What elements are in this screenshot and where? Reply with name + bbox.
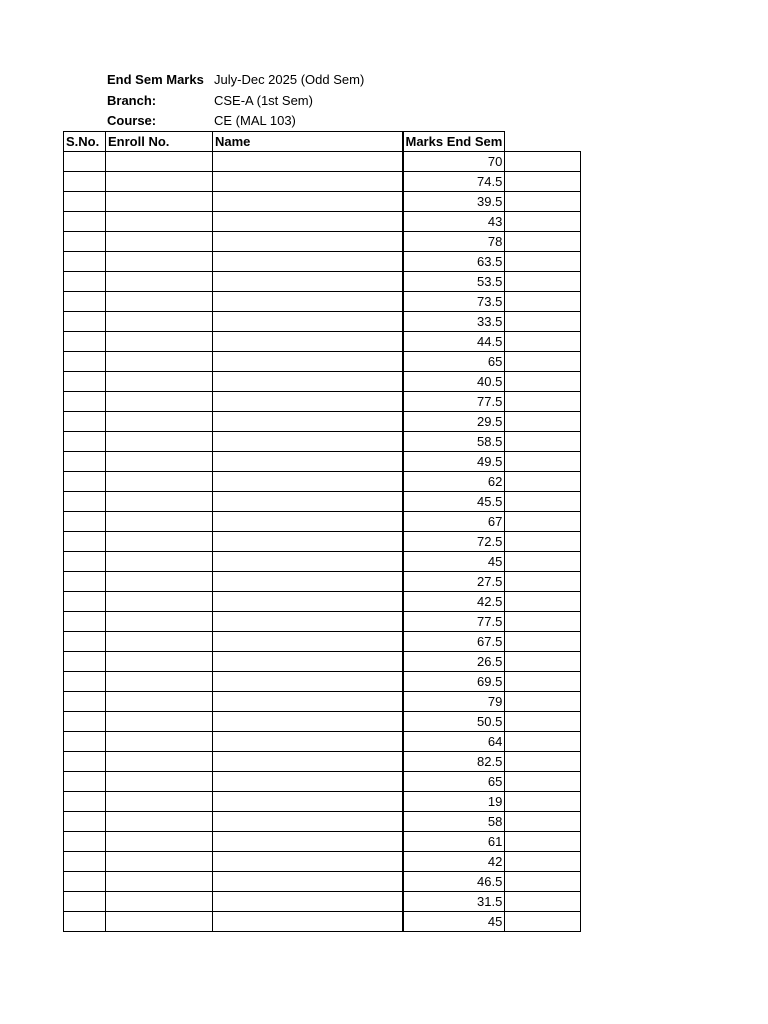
marks-cell: 58 [403,812,505,832]
extra-cell [505,472,581,492]
sno-cell [64,212,106,232]
table-row [64,252,581,272]
table-row [64,172,581,192]
name-cell [213,212,403,232]
extra-cell [505,332,581,352]
enroll-cell [106,412,213,432]
enroll-cell [106,572,213,592]
enroll-cell [106,592,213,612]
extra-cell [505,272,581,292]
marks-cell: 19 [403,792,505,812]
table-row [64,352,581,372]
name-cell [213,372,403,392]
extra-cell [505,752,581,772]
extra-cell [505,312,581,332]
table-row [64,652,581,672]
sno-cell [64,512,106,532]
table-row [64,792,581,812]
table-row [64,212,581,232]
extra-cell [505,512,581,532]
extra-cell [505,612,581,632]
marks-cell: 78 [403,232,505,252]
enroll-cell [106,152,213,172]
marks-cell: 77.5 [403,392,505,412]
course-value: CE (MAL 103) [214,113,296,128]
sno-cell [64,532,106,552]
sno-cell [64,612,106,632]
table-row [64,152,581,172]
enroll-cell [106,212,213,232]
enroll-cell [106,432,213,452]
sno-cell [64,752,106,772]
table-row [64,692,581,712]
column-header-marks: Marks End Sem [403,132,505,152]
name-cell [213,172,403,192]
name-cell [213,912,403,932]
column-header-enroll: Enroll No. [106,132,213,152]
table-row [64,572,581,592]
name-cell [213,452,403,472]
table-row [64,812,581,832]
sno-cell [64,672,106,692]
table-row [64,872,581,892]
name-cell [213,852,403,872]
enroll-cell [106,312,213,332]
name-cell [213,292,403,312]
marks-cell: 53.5 [403,272,505,292]
table-row [64,532,581,552]
sno-cell [64,572,106,592]
name-cell [213,432,403,452]
branch-label: Branch: [107,93,157,108]
extra-cell [505,432,581,452]
name-cell [213,612,403,632]
extra-cell [505,252,581,272]
name-cell [213,492,403,512]
sno-cell [64,392,106,412]
extra-cell [505,152,581,172]
marks-cell: 42.5 [403,592,505,612]
name-cell [213,192,403,212]
marks-cell: 45 [403,552,505,572]
sno-cell [64,152,106,172]
sno-cell [64,292,106,312]
table-row [64,592,581,612]
table-row [64,632,581,652]
marks-table [63,131,581,932]
enroll-cell [106,792,213,812]
table-row [64,712,581,732]
extra-cell [505,872,581,892]
table-row [64,452,581,472]
name-cell [213,752,403,772]
sno-cell [64,452,106,472]
marks-cell: 33.5 [403,312,505,332]
extra-cell [505,632,581,652]
name-cell [213,152,403,172]
enroll-cell [106,532,213,552]
marks-cell: 49.5 [403,452,505,472]
enroll-cell [106,392,213,412]
name-cell [213,532,403,552]
extra-cell [505,812,581,832]
name-cell [213,692,403,712]
sno-cell [64,312,106,332]
name-cell [213,812,403,832]
enroll-cell [106,832,213,852]
sno-cell [64,472,106,492]
sno-cell [64,872,106,892]
marks-cell: 67 [403,512,505,532]
extra-cell [505,652,581,672]
marks-cell: 69.5 [403,672,505,692]
marks-cell: 43 [403,212,505,232]
enroll-cell [106,192,213,212]
table-row [64,312,581,332]
marks-cell: 74.5 [403,172,505,192]
table-row [64,732,581,752]
table-row [64,852,581,872]
sno-cell [64,252,106,272]
enroll-cell [106,352,213,372]
enroll-cell [106,292,213,312]
enroll-cell [106,452,213,472]
branch-value: CSE-A (1st Sem) [214,93,313,108]
sno-cell [64,492,106,512]
extra-cell [505,852,581,872]
name-cell [213,632,403,652]
name-cell [213,412,403,432]
marks-cell: 62 [403,472,505,492]
table-row [64,292,581,312]
enroll-cell [106,512,213,532]
marks-cell: 39.5 [403,192,505,212]
extra-cell [505,692,581,712]
marks-cell: 61 [403,832,505,852]
marks-cell: 44.5 [403,332,505,352]
enroll-cell [106,652,213,672]
sno-cell [64,732,106,752]
sno-cell [64,352,106,372]
table-row [64,392,581,412]
extra-cell [505,532,581,552]
marks-cell: 65 [403,352,505,372]
table-row [64,552,581,572]
sno-cell [64,552,106,572]
name-cell [213,252,403,272]
enroll-cell [106,632,213,652]
marks-cell: 67.5 [403,632,505,652]
table-row [64,912,581,932]
table-row [64,192,581,212]
name-cell [213,832,403,852]
sno-cell [64,812,106,832]
marks-cell: 27.5 [403,572,505,592]
extra-cell [505,552,581,572]
extra-cell [505,912,581,932]
table-row [64,512,581,532]
marks-cell: 45.5 [403,492,505,512]
enroll-cell [106,692,213,712]
extra-cell [505,172,581,192]
name-cell [213,892,403,912]
table-row [64,672,581,692]
extra-cell [505,412,581,432]
marks-cell: 46.5 [403,872,505,892]
table-row [64,892,581,912]
extra-cell [505,592,581,612]
enroll-cell [106,252,213,272]
column-header-name: Name [213,132,403,152]
table-row [64,412,581,432]
sno-cell [64,852,106,872]
table-header-row [64,132,581,152]
name-cell [213,652,403,672]
enroll-cell [106,552,213,572]
marks-cell: 40.5 [403,372,505,392]
enroll-cell [106,812,213,832]
extra-cell [505,712,581,732]
marks-cell: 65 [403,772,505,792]
name-cell [213,472,403,492]
extra-cell [505,832,581,852]
sno-cell [64,832,106,852]
sno-cell [64,632,106,652]
table-row [64,232,581,252]
marks-cell: 63.5 [403,252,505,272]
name-cell [213,552,403,572]
sno-cell [64,272,106,292]
sno-cell [64,892,106,912]
extra-cell [505,772,581,792]
sno-cell [64,372,106,392]
enroll-cell [106,892,213,912]
table-row [64,772,581,792]
enroll-cell [106,712,213,732]
name-cell [213,392,403,412]
enroll-cell [106,372,213,392]
marks-cell: 77.5 [403,612,505,632]
table-row [64,272,581,292]
marks-cell: 29.5 [403,412,505,432]
name-cell [213,572,403,592]
name-cell [213,672,403,692]
marks-cell: 50.5 [403,712,505,732]
name-cell [213,772,403,792]
extra-cell [505,392,581,412]
extra-cell [505,732,581,752]
extra-cell [505,212,581,232]
sno-cell [64,912,106,932]
name-cell [213,712,403,732]
enroll-cell [106,172,213,192]
sno-cell [64,332,106,352]
enroll-cell [106,852,213,872]
sno-cell [64,652,106,672]
extra-cell [505,892,581,912]
extra-cell [505,572,581,592]
marks-cell: 58.5 [403,432,505,452]
name-cell [213,872,403,892]
extra-cell [505,352,581,372]
table-row [64,492,581,512]
marks-cell: 45 [403,912,505,932]
name-cell [213,232,403,252]
sno-cell [64,172,106,192]
marks-cell: 42 [403,852,505,872]
table-row [64,372,581,392]
extra-cell [505,372,581,392]
marks-cell: 26.5 [403,652,505,672]
marks-cell: 73.5 [403,292,505,312]
name-cell [213,332,403,352]
sno-cell [64,592,106,612]
sno-cell [64,412,106,432]
marks-cell: 82.5 [403,752,505,772]
extra-cell [505,672,581,692]
name-cell [213,352,403,372]
sno-cell [64,232,106,252]
enroll-cell [106,492,213,512]
table-row [64,432,581,452]
sno-cell [64,792,106,812]
enroll-cell [106,272,213,292]
table-row [64,472,581,492]
enroll-cell [106,612,213,632]
table-row [64,832,581,852]
extra-cell [505,232,581,252]
sno-cell [64,432,106,452]
name-cell [213,512,403,532]
enroll-cell [106,752,213,772]
enroll-cell [106,772,213,792]
enroll-cell [106,332,213,352]
header-spacer-cell [505,132,581,152]
extra-cell [505,192,581,212]
enroll-cell [106,672,213,692]
marks-cell: 79 [403,692,505,712]
name-cell [213,792,403,812]
enroll-cell [106,872,213,892]
exam-label: End Sem Marks [107,72,204,87]
marks-cell: 64 [403,732,505,752]
enroll-cell [106,232,213,252]
enroll-cell [106,732,213,752]
course-label: Course: [107,113,157,128]
enroll-cell [106,472,213,492]
table-row [64,752,581,772]
name-cell [213,592,403,612]
table-row [64,612,581,632]
marks-cell: 31.5 [403,892,505,912]
sno-cell [64,712,106,732]
name-cell [213,312,403,332]
marks-cell: 72.5 [403,532,505,552]
sno-cell [64,772,106,792]
extra-cell [505,492,581,512]
column-header-sno: S.No. [64,132,106,152]
sno-cell [64,692,106,712]
enroll-cell [106,912,213,932]
exam-value: July-Dec 2025 (Odd Sem) [214,72,365,87]
extra-cell [505,792,581,812]
extra-cell [505,292,581,312]
name-cell [213,272,403,292]
extra-cell [505,452,581,472]
sno-cell [64,192,106,212]
table-row [64,332,581,352]
name-cell [213,732,403,752]
marks-cell: 70 [403,152,505,172]
